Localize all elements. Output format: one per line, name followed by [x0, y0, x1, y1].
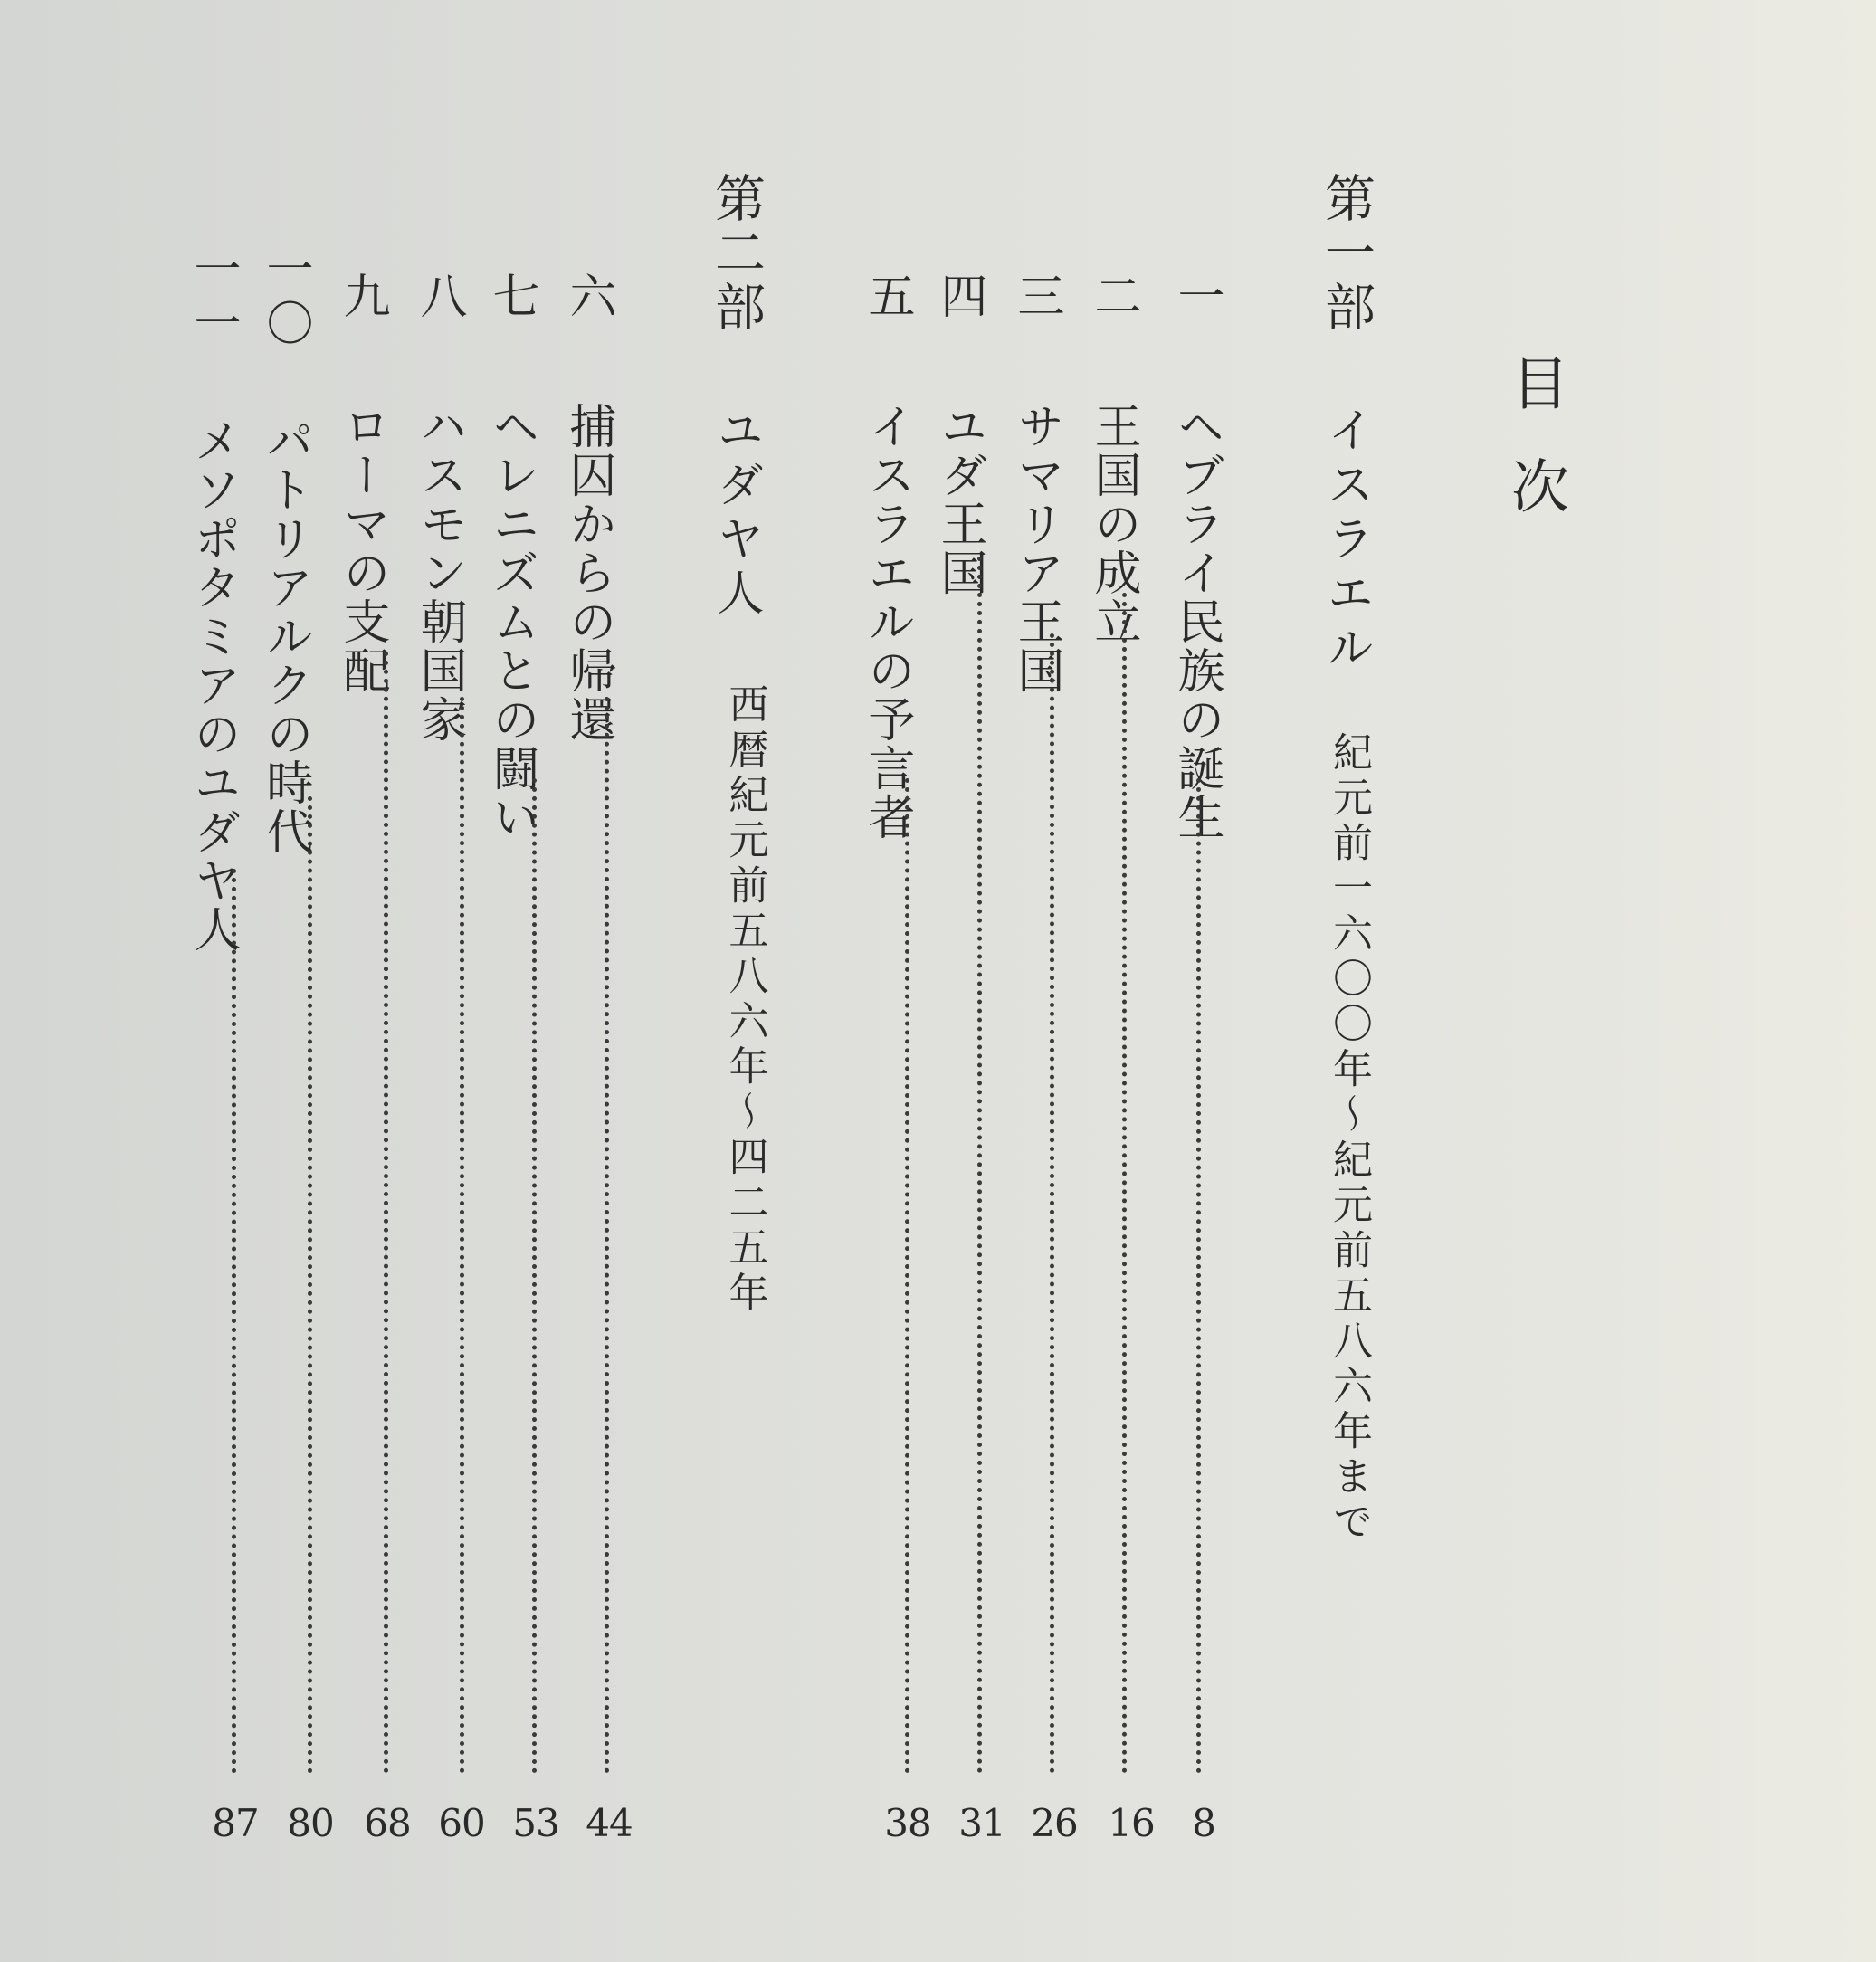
chapter-title: パトリアルクの時代	[258, 416, 312, 856]
chapter-number: 三	[1009, 271, 1063, 326]
chapter-number: 九	[335, 271, 389, 326]
dot-leader	[905, 778, 909, 1774]
chapter-title: イスラエルの予言者	[860, 402, 914, 842]
part1-header	[1314, 172, 1377, 677]
page-number: 60	[438, 1801, 485, 1845]
dot-leader	[460, 697, 464, 1774]
chapter-3[interactable]	[1009, 271, 1063, 695]
dot-leader	[532, 778, 537, 1774]
dot-leader	[977, 557, 982, 1774]
chapter-8[interactable]	[412, 271, 466, 744]
chapter-number: 一〇	[258, 244, 312, 353]
chapter-2[interactable]	[1086, 271, 1140, 646]
page-number: 53	[512, 1801, 559, 1845]
page-number: 68	[364, 1801, 411, 1845]
chapter-title: ユダ王国	[932, 402, 986, 597]
part1-name: イスラエル	[1319, 405, 1373, 677]
chapter-6[interactable]	[561, 271, 615, 744]
chapter-number: 四	[932, 271, 986, 326]
chapter-title: ローマの支配	[335, 402, 389, 695]
dot-leader	[1050, 633, 1054, 1774]
page-number: 44	[586, 1801, 633, 1845]
chapter-number: 一	[1169, 271, 1224, 326]
chapter-9[interactable]	[335, 271, 389, 695]
chapter-title: ヘレニズムとの闘い	[484, 402, 538, 842]
part2-period-col	[719, 683, 769, 1317]
dot-leader	[384, 652, 388, 1774]
chapter-title: メソポタミアのユダヤ人	[186, 416, 240, 954]
part1-label: 第一部	[1317, 172, 1376, 335]
dot-leader	[308, 796, 312, 1774]
chapter-title: ヘブライ民族の誕生	[1169, 402, 1224, 842]
chapter-title: 王国の成立	[1086, 402, 1140, 646]
chapter-title: ハスモン朝国家	[412, 402, 466, 744]
dot-leader	[1196, 778, 1201, 1774]
chapter-4[interactable]	[932, 271, 986, 597]
chapter-number: 一一	[186, 244, 240, 353]
part1-period: 紀元前一六〇〇年〜紀元前五八六年まで	[1326, 731, 1372, 1546]
chapter-5[interactable]	[860, 271, 914, 842]
dot-leader	[605, 697, 609, 1774]
dot-leader	[232, 869, 236, 1774]
chapter-11[interactable]	[186, 244, 240, 954]
part2-label: 第二部	[707, 172, 766, 335]
page-number: 31	[958, 1801, 1005, 1845]
page-title: 目次	[1501, 353, 1568, 559]
chapter-title: サマリア王国	[1009, 402, 1063, 695]
page-number: 38	[884, 1801, 931, 1845]
chapter-number: 五	[860, 271, 914, 326]
chapter-number: 二	[1086, 271, 1140, 326]
page-number: 26	[1031, 1801, 1078, 1845]
page-number: 16	[1108, 1801, 1155, 1845]
part2-name: ユダヤ人	[709, 405, 763, 623]
page-number: 80	[287, 1801, 334, 1845]
chapter-7[interactable]	[484, 271, 538, 842]
part2-period: 西暦紀元前五八六年〜四二五年	[721, 683, 768, 1317]
part2-header	[704, 172, 767, 623]
page-number: 8	[1192, 1801, 1215, 1845]
dot-leader	[1122, 593, 1127, 1774]
chapter-10[interactable]	[258, 244, 312, 856]
chapter-number: 八	[412, 271, 466, 326]
chapter-title: 捕囚からの帰還	[561, 402, 615, 744]
page-number: 87	[212, 1801, 259, 1845]
chapter-1[interactable]	[1169, 271, 1224, 842]
chapter-number: 七	[484, 271, 538, 326]
part1-period-col	[1321, 731, 1376, 1546]
chapter-number: 六	[561, 271, 615, 326]
